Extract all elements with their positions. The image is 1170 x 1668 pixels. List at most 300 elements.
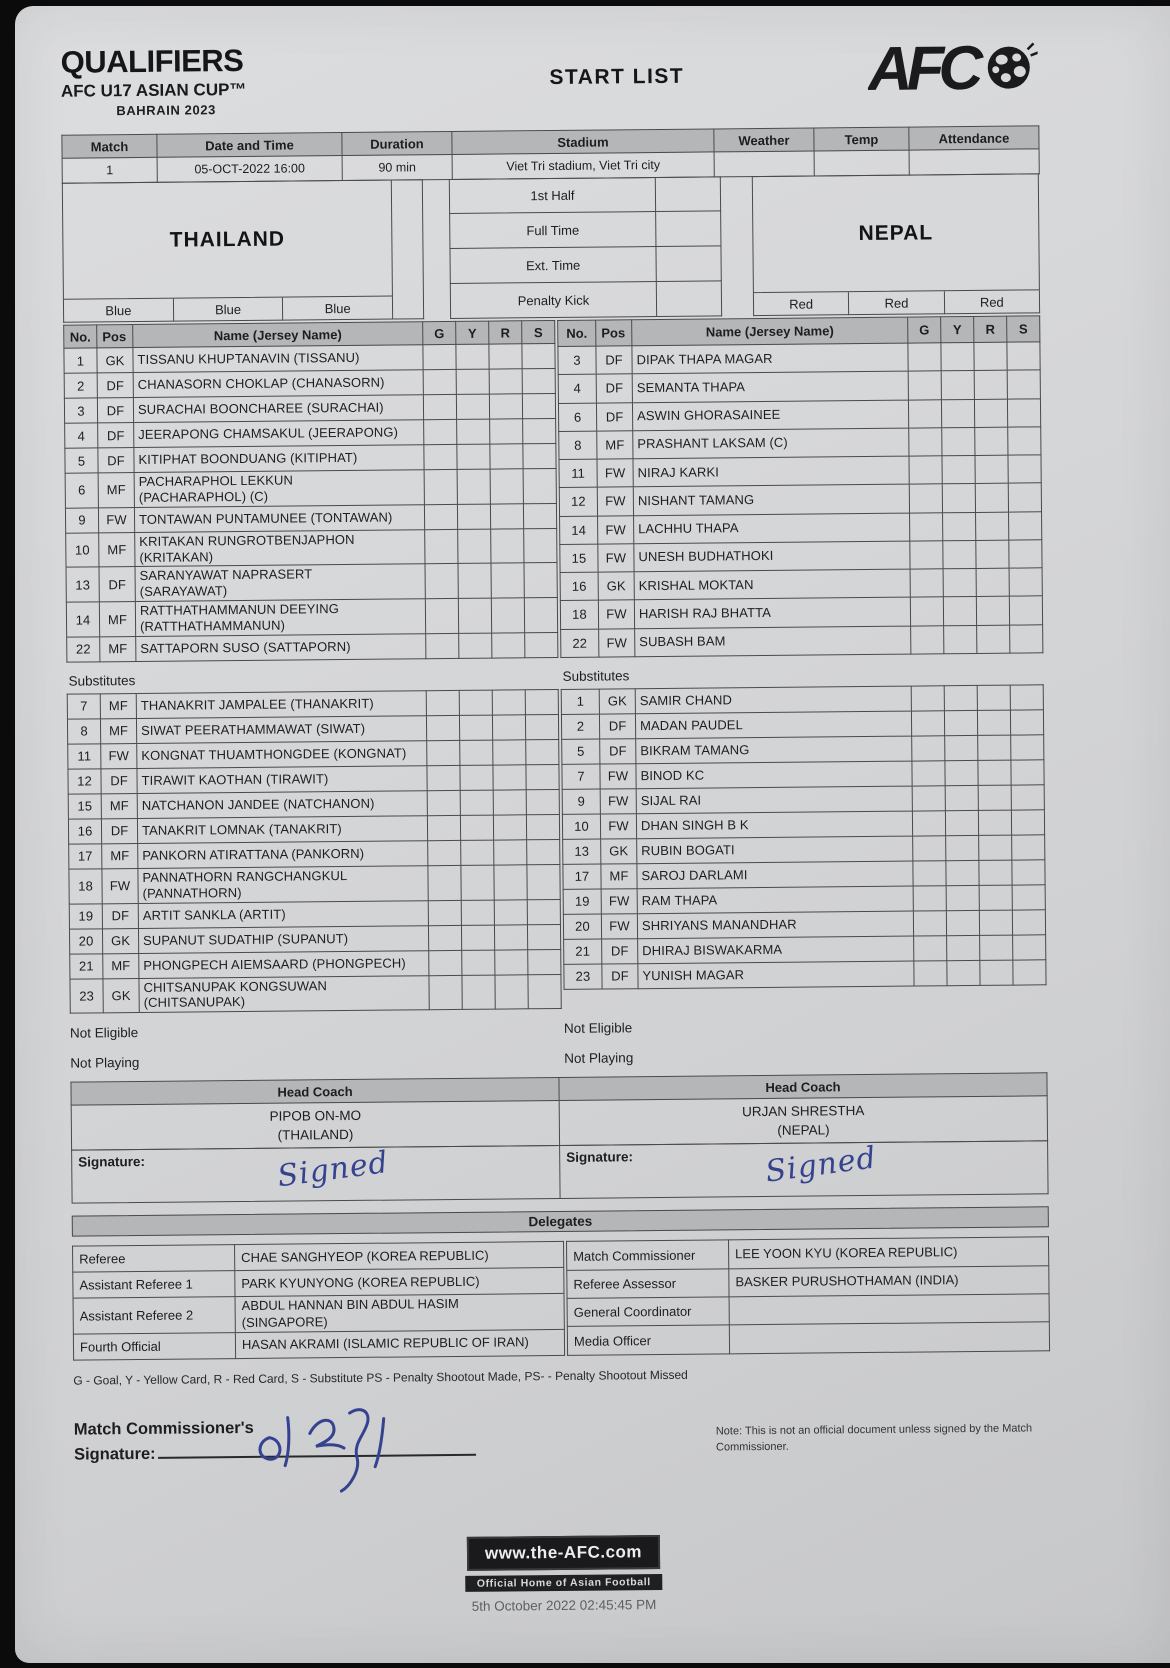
match-info-value-cell xyxy=(909,149,1039,175)
away-signature-handwriting: Signed xyxy=(763,1140,879,1190)
player-row xyxy=(69,864,560,903)
player-position: MF xyxy=(99,602,135,637)
sub-cell xyxy=(1008,455,1041,484)
red-cell xyxy=(974,370,1007,399)
competition-brand xyxy=(60,42,371,119)
red-cell xyxy=(979,910,1012,935)
player-name: KONGNAT THUAMTHONGDEE (KONGNAT) xyxy=(137,741,427,769)
player-number: 16 xyxy=(560,572,598,601)
goal-cell xyxy=(424,469,457,504)
red-cell xyxy=(494,899,527,924)
player-name: SIWAT PEERATHAMMAWAT (SIWAT) xyxy=(136,716,426,744)
sub-cell xyxy=(1011,785,1044,810)
player-position: MF xyxy=(100,693,136,718)
red-cell xyxy=(494,840,527,865)
match-info-value-cell: 90 min xyxy=(342,154,452,180)
sub-cell xyxy=(1011,735,1044,760)
yellow-cell xyxy=(457,444,490,469)
sub-cell xyxy=(525,689,558,714)
player-name: KITIPHAT BOONDUANG (KITIPHAT) xyxy=(134,445,424,473)
roster-header-cell: Y xyxy=(456,321,489,344)
player-position: DF xyxy=(97,373,133,398)
player-number: 3 xyxy=(64,398,97,423)
not-playing-label: Not Playing xyxy=(564,1050,634,1067)
yellow-cell xyxy=(947,935,980,960)
red-cell xyxy=(977,710,1010,735)
red-cell xyxy=(491,598,524,633)
head-coach-table xyxy=(70,1073,1048,1151)
yellow-cell xyxy=(945,760,978,785)
yellow-cell xyxy=(460,790,493,815)
score-row-label: Ext. Time xyxy=(449,247,656,284)
yellow-cell xyxy=(461,865,494,900)
player-number: 7 xyxy=(562,764,600,789)
delegate-role: Assistant Referee 2 xyxy=(73,1297,235,1334)
yellow-cell xyxy=(458,564,491,599)
goal-cell xyxy=(910,512,943,541)
not-playing-label: Not Playing xyxy=(70,1055,140,1071)
delegate-name xyxy=(729,1294,1049,1325)
player-position: MF xyxy=(99,532,135,567)
player-name: TISSANU KHUPTANAVIN (TISSANU) xyxy=(133,345,423,373)
yellow-cell xyxy=(943,540,976,569)
red-cell xyxy=(490,444,523,469)
sub-cell xyxy=(522,393,555,418)
player-name: SARANYAWAT NAPRASERT (SARAYAWAT) xyxy=(135,564,425,602)
sub-cell xyxy=(1010,710,1043,735)
yellow-cell xyxy=(947,960,980,985)
red-cell xyxy=(975,455,1008,484)
player-name: SEMANTA THAPA xyxy=(632,371,908,402)
red-cell xyxy=(493,765,526,790)
red-cell xyxy=(495,949,528,974)
signature-label: Signature: xyxy=(78,1154,146,1170)
coach-signature-section xyxy=(71,1141,1048,1204)
goal-cell xyxy=(909,484,942,513)
score-row xyxy=(449,176,721,214)
sub-cell xyxy=(527,839,560,864)
player-number: 22 xyxy=(561,629,599,658)
red-cell xyxy=(492,690,525,715)
red-cell xyxy=(974,342,1007,371)
player-number: 6 xyxy=(558,403,596,432)
delegate-role: Match Commissioner xyxy=(567,1240,729,1270)
player-name: BIKRAM TAMANG xyxy=(636,736,912,764)
sub-cell xyxy=(523,418,556,443)
sub-cell xyxy=(1013,960,1046,985)
player-row xyxy=(559,427,1041,460)
substitutes-label: Substitutes xyxy=(68,672,136,689)
sub-cell xyxy=(522,343,555,368)
player-name: SUPANUT SUDATHIP (SUPANUT) xyxy=(138,925,428,953)
player-number: 12 xyxy=(68,769,101,794)
player-name: TANAKRIT LOMNAK (TANAKRIT) xyxy=(137,816,427,844)
red-cell xyxy=(978,810,1011,835)
document-header xyxy=(60,35,1038,118)
red-cell xyxy=(491,529,524,564)
sub-cell xyxy=(1007,370,1040,399)
red-cell xyxy=(493,790,526,815)
roster-header-cell: Y xyxy=(941,316,974,342)
kit-color-cell: Blue xyxy=(174,298,284,322)
yellow-cell xyxy=(941,371,974,400)
player-number: 20 xyxy=(69,928,102,953)
goal-cell xyxy=(910,569,943,598)
goal-cell xyxy=(426,715,459,740)
yellow-cell xyxy=(462,950,495,975)
yellow-cell xyxy=(944,710,977,735)
player-name: PACHARAPHOL LEKKUN (PACHARAPHOL) (C) xyxy=(134,470,424,508)
goal-cell xyxy=(911,711,944,736)
red-cell xyxy=(978,785,1011,810)
sub-cell xyxy=(1009,511,1042,540)
player-row xyxy=(559,455,1041,488)
red-cell xyxy=(492,715,525,740)
score-value-cell xyxy=(656,176,721,212)
roster-header-cell: R xyxy=(974,316,1007,342)
goal-cell xyxy=(427,765,460,790)
afc-website-badge: www.the-AFC.com xyxy=(467,1535,660,1571)
home-team-column xyxy=(62,180,393,323)
player-position: MF xyxy=(100,636,136,661)
goal-cell xyxy=(913,836,946,861)
sub-cell xyxy=(1010,685,1043,710)
player-name: RAM THAPA xyxy=(637,886,913,914)
player-name: YUNISH MAGAR xyxy=(638,961,914,989)
player-name: THANAKRIT JAMPALEE (THANAKRIT) xyxy=(136,691,426,719)
player-position: DF xyxy=(101,818,137,843)
player-position: DF xyxy=(596,346,632,375)
goal-cell xyxy=(908,371,941,400)
player-name: CHITSANUPAK KONGSUWAN (CHITSANUPAK) xyxy=(139,975,429,1013)
red-cell xyxy=(494,865,527,900)
player-number: 11 xyxy=(559,459,597,488)
red-cell xyxy=(978,760,1011,785)
kit-color-cell: Red xyxy=(849,291,945,315)
red-cell xyxy=(493,815,526,840)
player-number: 7 xyxy=(67,694,100,719)
commissioner-signature-section xyxy=(74,1408,1051,1469)
player-position: FW xyxy=(101,743,137,768)
red-cell xyxy=(490,469,523,504)
player-number: 18 xyxy=(560,600,598,629)
roster-header-cell: G xyxy=(423,321,456,344)
goal-cell xyxy=(424,504,457,529)
player-number: 19 xyxy=(69,903,102,928)
sub-cell xyxy=(524,528,557,563)
player-position: FW xyxy=(597,487,633,516)
yellow-cell xyxy=(461,900,494,925)
player-number: 4 xyxy=(558,374,596,403)
player-number: 17 xyxy=(563,864,601,889)
goal-cell xyxy=(425,599,458,634)
afc-logo-icon xyxy=(867,35,1038,101)
yellow-cell xyxy=(943,512,976,541)
red-cell xyxy=(980,960,1013,985)
player-row xyxy=(67,632,558,662)
score-row xyxy=(449,211,721,249)
player-number: 15 xyxy=(560,544,598,573)
yellow-cell xyxy=(461,840,494,865)
red-cell xyxy=(979,860,1012,885)
substitutes-section xyxy=(66,655,1046,1014)
sub-cell xyxy=(523,443,556,468)
player-position: MF xyxy=(102,843,138,868)
sub-cell xyxy=(527,899,560,924)
roster-header-cell: S xyxy=(522,320,555,343)
teams-score-block xyxy=(62,173,1040,322)
home-team-name: THAILAND xyxy=(62,180,393,300)
player-number: 15 xyxy=(68,794,101,819)
sub-cell xyxy=(1012,910,1045,935)
sub-cell xyxy=(1009,596,1042,625)
player-row xyxy=(70,974,561,1013)
away-team-name: NEPAL xyxy=(752,173,1040,293)
delegates-left-table xyxy=(72,1241,565,1360)
player-number: 10 xyxy=(66,533,99,568)
red-cell xyxy=(975,427,1008,456)
away-team-column xyxy=(752,173,1040,316)
away-signature-cell xyxy=(560,1141,1048,1200)
sub-cell xyxy=(528,974,561,1009)
red-cell xyxy=(490,419,523,444)
goal-cell xyxy=(423,394,456,419)
match-info-value-cell: 05-OCT-2022 16:00 xyxy=(157,156,342,183)
roster-header-cell: G xyxy=(908,317,941,343)
sub-cell xyxy=(527,864,560,899)
delegate-name xyxy=(729,1322,1049,1353)
score-row-label: 1st Half xyxy=(449,177,656,214)
yellow-cell xyxy=(459,715,492,740)
substitutes-label: Substitutes xyxy=(562,668,630,684)
player-number: 1 xyxy=(561,689,599,714)
svg-text:AFC: AFC xyxy=(867,35,978,101)
player-number: 21 xyxy=(70,953,103,978)
document-sheet xyxy=(15,6,1170,1663)
player-position: GK xyxy=(102,928,138,953)
sub-cell xyxy=(526,764,559,789)
player-row xyxy=(66,563,557,602)
head-coach-header: Head Coach xyxy=(71,1078,559,1106)
player-position: DF xyxy=(596,402,632,431)
player-position: MF xyxy=(100,718,136,743)
sub-cell xyxy=(525,714,558,739)
yellow-cell xyxy=(456,344,489,369)
goal-cell xyxy=(914,936,947,961)
roster-header-cell: R xyxy=(489,321,522,344)
player-number: 9 xyxy=(65,508,98,533)
roster-header-cell: Name (Jersey Name) xyxy=(133,322,423,348)
score-table xyxy=(449,176,722,319)
player-position: MF xyxy=(98,473,134,508)
yellow-cell xyxy=(945,735,978,760)
home-subs-table xyxy=(67,689,562,1014)
player-name: TONTAWAN PUNTAMUNEE (TONTAWAN) xyxy=(134,504,424,532)
goal-cell xyxy=(428,925,461,950)
player-number: 23 xyxy=(70,978,103,1013)
eligibility-section xyxy=(70,1017,1047,1071)
red-cell xyxy=(491,563,524,598)
delegate-name: BASKER PURUSHOTHAMAN (INDIA) xyxy=(729,1265,1049,1296)
match-info-header-cell: Date and Time xyxy=(157,133,342,158)
player-number: 18 xyxy=(69,869,102,904)
away-starters-table xyxy=(557,315,1043,657)
sub-cell xyxy=(527,924,560,949)
home-signature-cell xyxy=(71,1145,560,1204)
player-number: 4 xyxy=(65,423,98,448)
player-position: DF xyxy=(97,398,133,423)
delegate-role: Media Officer xyxy=(567,1325,729,1355)
player-number: 14 xyxy=(560,516,598,545)
player-row xyxy=(66,598,557,637)
roster-header-cell: Pos xyxy=(596,320,632,346)
player-position: FW xyxy=(601,914,637,939)
player-name: RUBIN BOGATI xyxy=(637,836,913,864)
player-name: SAMIR CHAND xyxy=(635,686,911,714)
goal-cell xyxy=(912,786,945,811)
player-number: 5 xyxy=(562,739,600,764)
yellow-cell xyxy=(460,815,493,840)
kit-color-cell: Blue xyxy=(283,297,393,321)
goal-cell xyxy=(423,369,456,394)
delegate-name: HASAN AKRAMI (ISLAMIC REPUBLIC OF IRAN) xyxy=(235,1329,564,1358)
player-position: FW xyxy=(598,543,634,572)
yellow-cell xyxy=(456,369,489,394)
yellow-cell xyxy=(946,860,979,885)
delegate-role: Referee xyxy=(73,1245,235,1273)
yellow-cell xyxy=(461,925,494,950)
kit-color-cell: Blue xyxy=(63,299,174,323)
sub-cell xyxy=(524,598,557,633)
goal-cell xyxy=(429,950,462,975)
delegate-role: Referee Assessor xyxy=(567,1269,729,1299)
player-name: ASWIN GHORASAINEE xyxy=(632,400,908,431)
delegate-row xyxy=(567,1322,1049,1355)
yellow-cell xyxy=(459,633,492,658)
yellow-cell xyxy=(456,394,489,419)
goal-cell xyxy=(910,541,943,570)
player-position: DF xyxy=(599,714,635,739)
player-position: DF xyxy=(101,768,137,793)
player-number: 16 xyxy=(68,819,101,844)
player-position: DF xyxy=(596,374,632,403)
score-value-cell xyxy=(656,246,721,282)
player-number: 10 xyxy=(562,814,600,839)
goal-cell xyxy=(426,633,459,658)
goal-cell xyxy=(912,811,945,836)
sub-cell xyxy=(1009,540,1042,569)
sub-cell xyxy=(1012,860,1045,885)
player-number: 21 xyxy=(564,939,602,964)
red-cell xyxy=(980,935,1013,960)
delegates-header: Delegates xyxy=(72,1207,1049,1237)
goal-cell xyxy=(910,597,943,626)
player-number: 5 xyxy=(65,448,98,473)
player-position: DF xyxy=(602,964,638,989)
player-name: DHAN SINGH B K xyxy=(636,811,912,839)
sub-cell xyxy=(526,814,559,839)
player-position: FW xyxy=(600,764,636,789)
legend-text: G - Goal, Y - Yellow Card, R - Red Card, S - Substitute PS - Penalty Shootout Made, PS- - Penalty Shootout Missed xyxy=(73,1367,688,1388)
player-position: MF xyxy=(101,793,137,818)
competition-edition: BAHRAIN 2023 xyxy=(116,102,217,119)
sub-cell xyxy=(523,468,556,503)
red-cell xyxy=(975,483,1008,512)
goal-cell xyxy=(425,564,458,599)
home-kit-colors xyxy=(63,297,393,323)
sub-cell xyxy=(523,503,556,528)
player-name: SATTAPORN SUSO (SATTAPORN) xyxy=(136,634,426,662)
player-row xyxy=(66,528,557,567)
not-eligible-label: Not Eligible xyxy=(563,1020,633,1037)
delegates-section xyxy=(72,1237,1050,1361)
red-cell xyxy=(495,974,528,1009)
goal-cell xyxy=(914,961,947,986)
player-number: 23 xyxy=(564,964,602,989)
player-row xyxy=(559,483,1041,516)
player-number: 20 xyxy=(563,914,601,939)
signature-label: Signature: xyxy=(566,1149,634,1166)
match-info-header-cell: Match xyxy=(62,134,157,158)
yellow-cell xyxy=(946,885,979,910)
roster-header-cell: No. xyxy=(558,320,596,346)
player-name: PANNATHORN RANGCHANGKUL (PANNATHORN) xyxy=(138,866,428,904)
goal-cell xyxy=(912,736,945,761)
delegate-role: Assistant Referee 1 xyxy=(73,1271,235,1299)
competition-name: QUALIFIERS xyxy=(60,42,244,80)
player-position: GK xyxy=(103,978,139,1013)
player-position: MF xyxy=(601,864,637,889)
red-cell xyxy=(493,740,526,765)
player-number: 1 xyxy=(64,348,97,373)
player-number: 11 xyxy=(68,744,101,769)
player-name: UNESH BUDHATHOKI xyxy=(634,541,910,572)
score-value-cell xyxy=(657,281,722,317)
red-cell xyxy=(490,504,523,529)
player-position: FW xyxy=(599,628,635,657)
commissioner-signature-block xyxy=(74,1411,714,1468)
red-cell xyxy=(976,596,1009,625)
player-name: NATCHANON JANDEE (NATCHANON) xyxy=(137,791,427,819)
player-position: FW xyxy=(597,459,633,488)
yellow-cell xyxy=(945,810,978,835)
player-position: GK xyxy=(601,839,637,864)
score-value-cell xyxy=(656,211,721,247)
red-cell xyxy=(977,625,1010,654)
player-name: PANKORN ATIRATTANA (PANKORN) xyxy=(138,841,428,869)
goal-cell xyxy=(913,911,946,936)
home-eligibility xyxy=(70,1021,562,1071)
player-position: FW xyxy=(102,868,138,903)
delegate-name: CHAE SANGHYEOP (KOREA REPUBLIC) xyxy=(235,1242,564,1271)
delegate-name: ABDUL HANNAN BIN ABDUL HASIM (SINGAPORE) xyxy=(235,1294,564,1333)
player-position: FW xyxy=(600,789,636,814)
player-position: GK xyxy=(97,348,133,373)
player-number: 13 xyxy=(563,839,601,864)
afc-website-tagline: Official Home of Asian Football xyxy=(465,1574,663,1592)
home-subs-block xyxy=(66,660,561,1014)
yellow-cell xyxy=(458,529,491,564)
player-position: FW xyxy=(98,507,134,532)
player-name: ARTIT SANKLA (ARTIT) xyxy=(138,900,428,928)
sub-cell xyxy=(524,563,557,598)
player-name: DIPAK THAPA MAGAR xyxy=(632,343,908,374)
player-number: 22 xyxy=(67,637,100,662)
yellow-cell xyxy=(942,484,975,513)
commissioner-signature-handwriting xyxy=(243,1392,434,1504)
player-number: 13 xyxy=(66,567,99,602)
player-row xyxy=(564,960,1046,990)
